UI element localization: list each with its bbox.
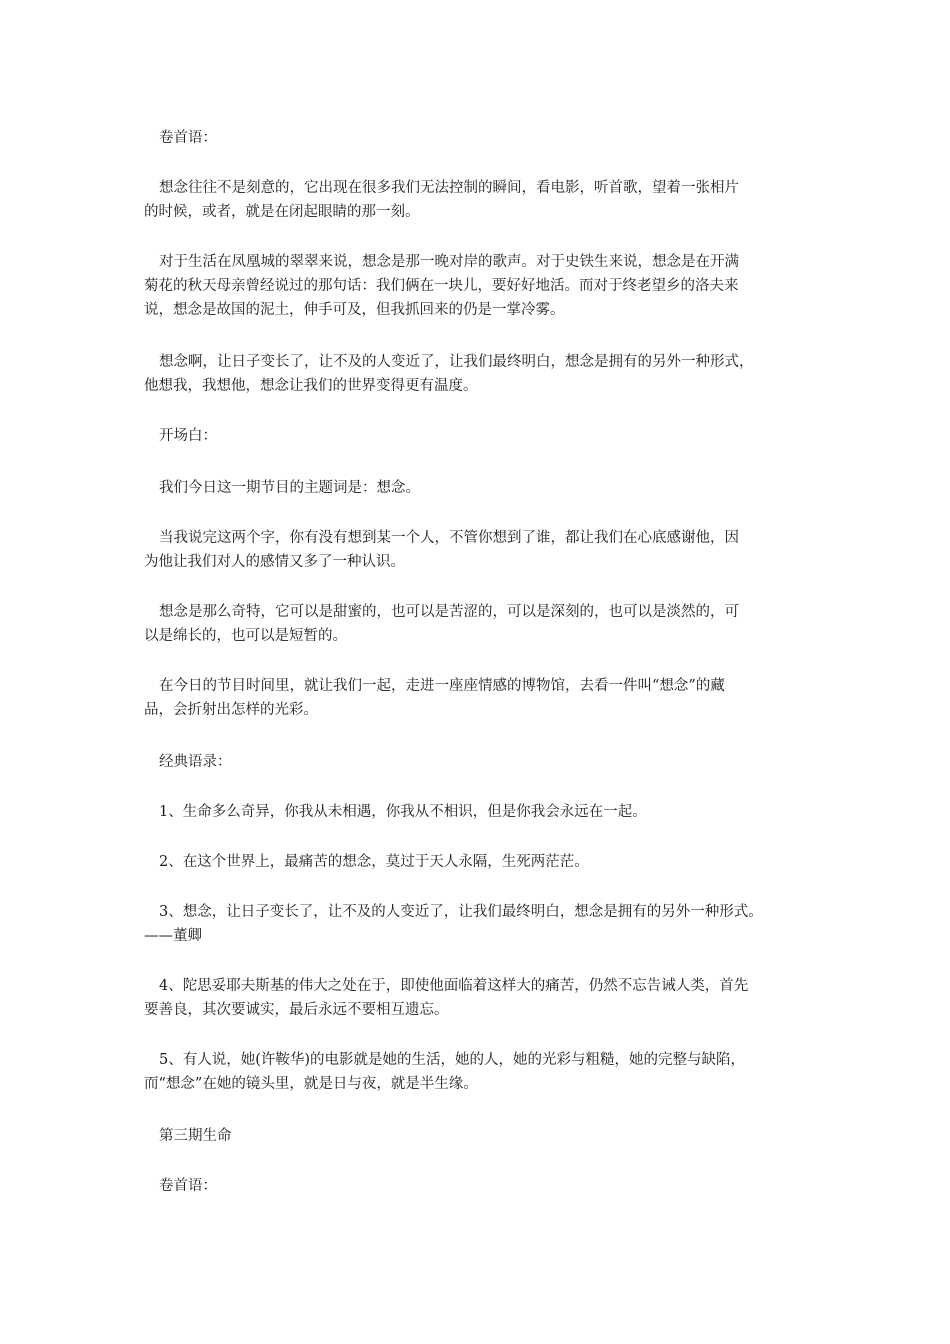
- text-line: 卷首语：: [159, 130, 217, 146]
- paragraph: [144, 526, 812, 574]
- quote-item: [144, 900, 812, 948]
- text-line: 想念往往不是刻意的，它出现在很多我们无法控制的瞬间，看电影，听首歌，望着一张相片: [159, 180, 739, 196]
- section-heading-issue-three: [144, 1124, 812, 1148]
- text-line: 4、陀思妥耶夫斯基的伟大之处在于，即使他面临着这样大的痛苦，仍然不忘告诫人类，首先: [159, 978, 749, 994]
- text-line: 的时候，或者，就是在闭起眼睛的那一刻。: [144, 204, 420, 220]
- text-line: 开场白：: [159, 428, 217, 444]
- paragraph: [144, 674, 812, 722]
- quote-item: [144, 800, 812, 824]
- text-line: 第三期生命: [159, 1128, 232, 1144]
- paragraph: [144, 350, 812, 398]
- text-line: 我们今日这一期节目的主题词是：想念。: [159, 480, 420, 496]
- text-line: 为他让我们对人的感情又多了一种认识。: [144, 554, 405, 570]
- section-heading-preface: [144, 126, 812, 150]
- quote-item: [144, 850, 812, 874]
- text-line: 以是绵长的，也可以是短暂的。: [144, 628, 347, 644]
- text-line: 在今日的节目时间里，就让我们一起，走进一座座情感的博物馆，去看一件叫“想念”的藏: [159, 678, 725, 694]
- text-line: 对于生活在凤凰城的翠翠来说，想念是那一晚对岸的歌声。对于史铁生来说，想念是在开满: [159, 254, 739, 270]
- text-line: 想念是那么奇特，它可以是甜蜜的，也可以是苦涩的，可以是深刻的，也可以是淡然的，可: [159, 604, 739, 620]
- text-line: 他想我，我想他，想念让我们的世界变得更有温度。: [144, 378, 478, 394]
- paragraph: [144, 250, 812, 322]
- quote-item: [144, 974, 812, 1022]
- section-heading-preface: [144, 1174, 812, 1198]
- text-line: 5、有人说，她(许鞍华)的电影就是她的生活，她的人，她的光彩与粗糙，她的完整与缺陷，: [159, 1052, 746, 1068]
- text-line: 菊花的秋天母亲曾经说过的那句话：我们俩在一块儿，要好好地活。而对于终老望乡的洛夫来: [144, 278, 739, 294]
- text-line: 说，想念是故国的泥土，伸手可及，但我抓回来的仍是一掌冷雾。: [144, 302, 565, 318]
- text-line: 当我说完这两个字，你有没有想到某一个人，不管你想到了谁，都让我们在心底感谢他，因: [159, 530, 739, 546]
- text-line: 3、想念，让日子变长了，让不及的人变近了，让我们最终明白，想念是拥有的另外一种形式。: [159, 904, 763, 920]
- text-line: 1、生命多么奇异，你我从未相遇，你我从不相识，但是你我会永远在一起。: [159, 804, 647, 820]
- paragraph: [144, 176, 812, 224]
- text-line: 而“想念”在她的镜头里，就是日与夜，就是半生缘。: [144, 1076, 478, 1092]
- text-line: 卷首语：: [159, 1178, 217, 1194]
- paragraph: [144, 476, 812, 500]
- text-line: 要善良，其次要诚实，最后永远不要相互遗忘。: [144, 1002, 449, 1018]
- section-heading-quotes: [144, 750, 812, 774]
- text-line: 2、在这个世界上，最痛苦的想念，莫过于天人永隔，生死两茫茫。: [159, 854, 589, 870]
- text-line: 经典语录：: [159, 754, 232, 770]
- text-line: ——董卿: [144, 928, 202, 944]
- text-line: 品，会折射出怎样的光彩。: [144, 702, 318, 718]
- text-line: 想念啊，让日子变长了，让不及的人变近了，让我们最终明白，想念是拥有的另外一种形式，: [159, 354, 754, 370]
- section-heading-opening: [144, 424, 812, 448]
- paragraph: [144, 600, 812, 648]
- quote-item: [144, 1048, 812, 1096]
